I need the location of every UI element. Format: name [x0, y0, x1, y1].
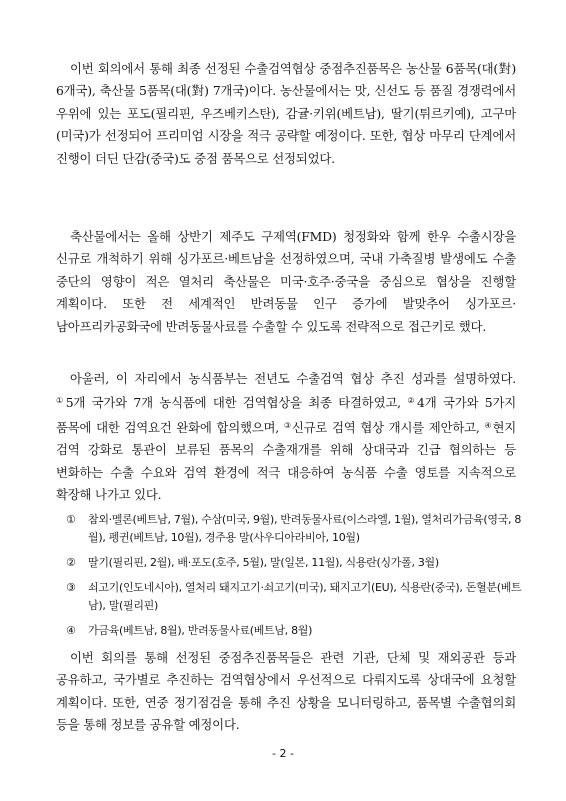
list-item [66, 554, 522, 572]
achievement-footnote-list [66, 511, 522, 647]
paragraph-selected-items: 이번 회의에서 통해 최종 선정된 수출검역협상 중점추진품목은 농산물 6품목(대(對) 6개국), 축산물 5품목(대(對) 7개국)이다. 농산물에서는 맛, 신선도 등 품질 경쟁력에서 우위에 있는 포도(필리핀, 우즈베키스탄), 감귤·키위(베트남), 딸기(튀르키예), 고구마(미국)가 선정되어 프리미엄 시장을 적극 공략할 예정이다. 또한, 협상 마무리 단계에서 진행이 더딘 단감(중국)도 중점 품목으로 선정되었다. [56, 61, 516, 166]
marker-1: ① [56, 396, 66, 406]
list-item-text: 가금육(베트남, 8월), 반려동물사료(베트남, 8월) [88, 624, 313, 637]
achievement-4: 현지 검역 강화로 통관이 보류된 품목의 수출재개를 위해 상대국과 긴급 협의하는 등 변화하는 수출 수요와 검역 환경에 적극 대응하여 농식품 수출 영토를 지속적으로 확장해 나가고 있다. [56, 419, 517, 503]
achievement-3: 신규로 검역 협상 개시를 제안하고, [291, 419, 485, 435]
marker-3: ③ [283, 420, 292, 430]
achievement-2: 4개 국가와 5가지 품목에 대한 검역요건 완화에 합의했으며, [56, 395, 516, 435]
marker-4: ④ [484, 420, 493, 430]
list-item-number: ④ [66, 624, 76, 637]
list-item [66, 622, 522, 640]
page-number: - 2 - [272, 747, 294, 760]
list-item [66, 511, 522, 547]
list-item-text: 참외·멜론(베트남, 7월), 수삼(미국, 9월), 반려동물사료(이스라엘, 1월), 열처리가금육(영국, 8월), 펭귄(베트남, 10월), 경주용 말(사우디아라비아, 10월) [88, 513, 522, 544]
list-item-number: ② [66, 556, 76, 569]
achievement-1: 5개 국가와 7개 농식품에 대한 검역협상을 최종 타결하였고, [65, 395, 408, 411]
paragraph-achievements [56, 368, 516, 506]
list-item-number: ① [66, 513, 76, 526]
marker-2: ② [407, 396, 418, 406]
list-item-text: 쇠고기(인도네시아), 열처리 돼지고기·쇠고기(미국), 돼지고기(EU), 식용란(중국), 돈혈분(베트남), 말(필리핀) [88, 581, 522, 612]
list-item-number: ③ [66, 581, 76, 594]
list-item-text: 딸기(필리핀, 2월), 배·포도(호주, 5월), 말(일본, 11월), 식용란(싱가폴, 3월) [88, 556, 439, 569]
paragraph-next-steps: 이번 회의를 통해 선정된 중점추진품목들은 관련 기관, 단체 및 재외공관 등과 공유하고, 국가별로 추진하는 검역협상에서 우선적으로 다뤄지도록 상대국에 요청할 계획이다. 또한, 연중 정기점검을 통해 추진 상황을 모니터링하고, 품목별 수출협의회 등을 통해 정보를 공유할 예정이다. [56, 650, 516, 733]
list-item [66, 579, 522, 615]
paragraph-livestock: 축산물에서는 올해 상반기 제주도 구제역(FMD) 청정화와 함께 한우 수출시장을 신규로 개척하기 위해 싱가포르·베트남을 선정하였으며, 국내 가축질병 발생에도 수출 중단의 영향이 적은 열처리 축산물은 미국·호주·중국을 중심으로 협상을 진행할 계획이다. 또한 전 세계적인 반려동물 인구 증가에 발맞추어 싱가포르·남아프리카공화국에 반려동물사료를 수출할 수 있도록 전략적으로 접근키로 했다. [56, 229, 516, 334]
achievements-intro: 아울러, 이 자리에서 농식품부는 전년도 수출검역 협상 추진 성과를 설명하였다. [70, 371, 516, 386]
